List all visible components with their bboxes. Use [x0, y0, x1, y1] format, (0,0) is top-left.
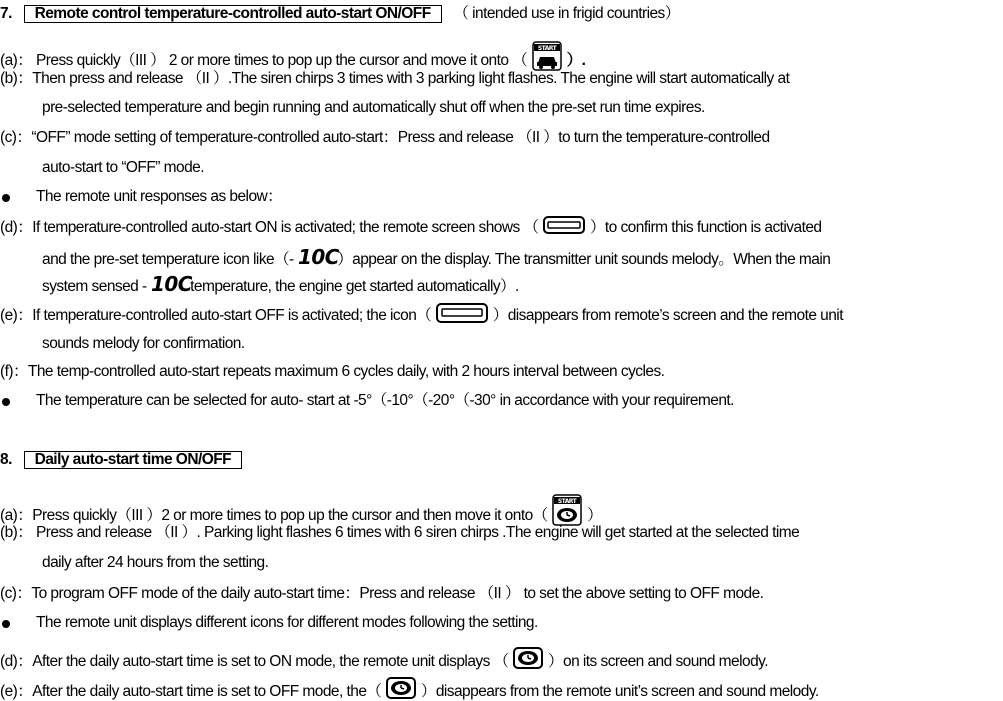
- section8-item-a-text: (a)：Press quickly（III ）2 or more times to pop up the cursor and then move it onto（: [0, 507, 548, 524]
- section7-item-d-line1-text: (d)：If temperature-controlled auto-start ON is activated; the remote screen shows （: [0, 219, 539, 236]
- clock-icon: [386, 677, 416, 699]
- section8-item-e-text: (e)：After the daily auto-start time is set to OFF mode, the（: [0, 683, 382, 700]
- bullet-dot: [2, 620, 10, 628]
- section8-item-c: (c)：To program OFF mode of the daily auto-start time：Press and release （II ） to set the above setting to OFF mode.: [0, 585, 764, 602]
- section7-item-e-line2: sounds melody for confirmation.: [42, 335, 245, 352]
- section7-item-d-line3: [42, 272, 519, 296]
- section8-item-e-tail: ）disappears from the remote unit’s screen and sound melody.: [420, 683, 819, 700]
- daily-start-clock-icon: [552, 494, 582, 526]
- section7-item-d-line1-tail: ）to confirm this function is activated: [589, 219, 822, 236]
- section7-item-d-line2-tail: ）appear on the display. The transmitter unit sounds melody。When the main: [337, 251, 831, 268]
- section7-item-a-tail: ）.: [566, 52, 586, 69]
- start-icon-label: START: [558, 498, 577, 505]
- section8-item-a-tail: ）: [587, 507, 603, 524]
- section7-item-d-line3-text: system sensed -: [42, 278, 147, 295]
- key-on-icon: [543, 216, 585, 234]
- bullet-dot: [2, 398, 10, 406]
- section8-item-a: [0, 494, 602, 526]
- temperature-icon: [151, 272, 193, 296]
- section7-item-f: (f)：The temp-controlled auto-start repeats maximum 6 cycles daily, with 2 hours interval between cycles.: [0, 363, 665, 380]
- section7-item-e-line1-tail: ）disappears from remote’s screen and the remote unit: [492, 307, 843, 324]
- section7-title: Remote control temperature-controlled auto-start ON/OFF: [24, 5, 442, 23]
- section8-title: Daily auto-start time ON/OFF: [24, 451, 242, 469]
- auto-start-car-icon: [532, 41, 562, 71]
- section7-item-a: [0, 41, 585, 71]
- section7-item-e-line1: [0, 303, 843, 325]
- section8-bullet: The remote unit displays different icons for different modes following the setting.: [36, 614, 538, 631]
- section7-item-e-line1-text: (e)：If temperature-controlled auto-start OFF is activated; the icon（: [0, 307, 432, 324]
- section7-bullet-2: The temperature can be selected for auto- start at -5°（-10°（-20°（-30° in accordance with your requirement.: [36, 392, 734, 409]
- section7-item-c-line1: (c)：“OFF” mode setting of temperature-controlled auto-start：Press and release （II ）to turn the temperature-controlled: [0, 129, 770, 146]
- start-icon-label: START: [537, 45, 557, 52]
- section8-item-d-tail: ）on its screen and sound melody.: [548, 653, 768, 670]
- clock-icon: [513, 647, 543, 669]
- section8-item-e: [0, 677, 819, 701]
- section7-item-a-text: (a)： Press quickly（III ） 2 or more times to pop up the cursor and move it onto （: [0, 52, 528, 69]
- section7-bullet-1: The remote unit responses as below：: [36, 188, 283, 205]
- section7-heading: [0, 5, 680, 23]
- section8-item-d-text: (d)：After the daily auto-start time is set to ON mode, the remote unit displays （: [0, 653, 509, 670]
- section7-item-d-line2: [42, 245, 830, 269]
- temperature-icon-text: 10C: [298, 245, 340, 269]
- temperature-icon: [298, 245, 340, 269]
- section8-item-b-line2: daily after 24 hours from the setting.: [42, 554, 269, 571]
- section7-item-d-line3-tail: temperature, the engine get started automatically）.: [190, 278, 519, 295]
- section7-item-d-line2-text: and the pre-set temperature icon like（-: [42, 251, 294, 268]
- key-on-icon: [436, 303, 488, 323]
- section7-number: 7.: [0, 5, 12, 22]
- section7-title-note: （ intended use in frigid countries）: [453, 5, 680, 22]
- section8-heading: [0, 451, 242, 469]
- section8-number: 8.: [0, 451, 12, 468]
- temperature-icon-text: 10C: [151, 272, 193, 296]
- bullet-dot: [2, 194, 10, 202]
- section7-item-b-line2: pre-selected temperature and begin running and automatically shut off when the pre-set run time expires.: [42, 99, 705, 116]
- section7-item-b-line1: (b)：Then press and release （II ）.The siren chirps 3 times with 3 parking light flashes. The engine will start automatically at: [0, 70, 790, 87]
- section7-item-d-line1: [0, 216, 821, 237]
- section8-item-b-line1: (b)： Press and release （II ）. Parking light flashes 6 times with 6 siren chirps .The engine will get started at the selected time: [0, 524, 800, 541]
- section8-item-d: [0, 647, 768, 671]
- section7-item-c-line2: auto-start to “OFF” mode.: [42, 159, 204, 176]
